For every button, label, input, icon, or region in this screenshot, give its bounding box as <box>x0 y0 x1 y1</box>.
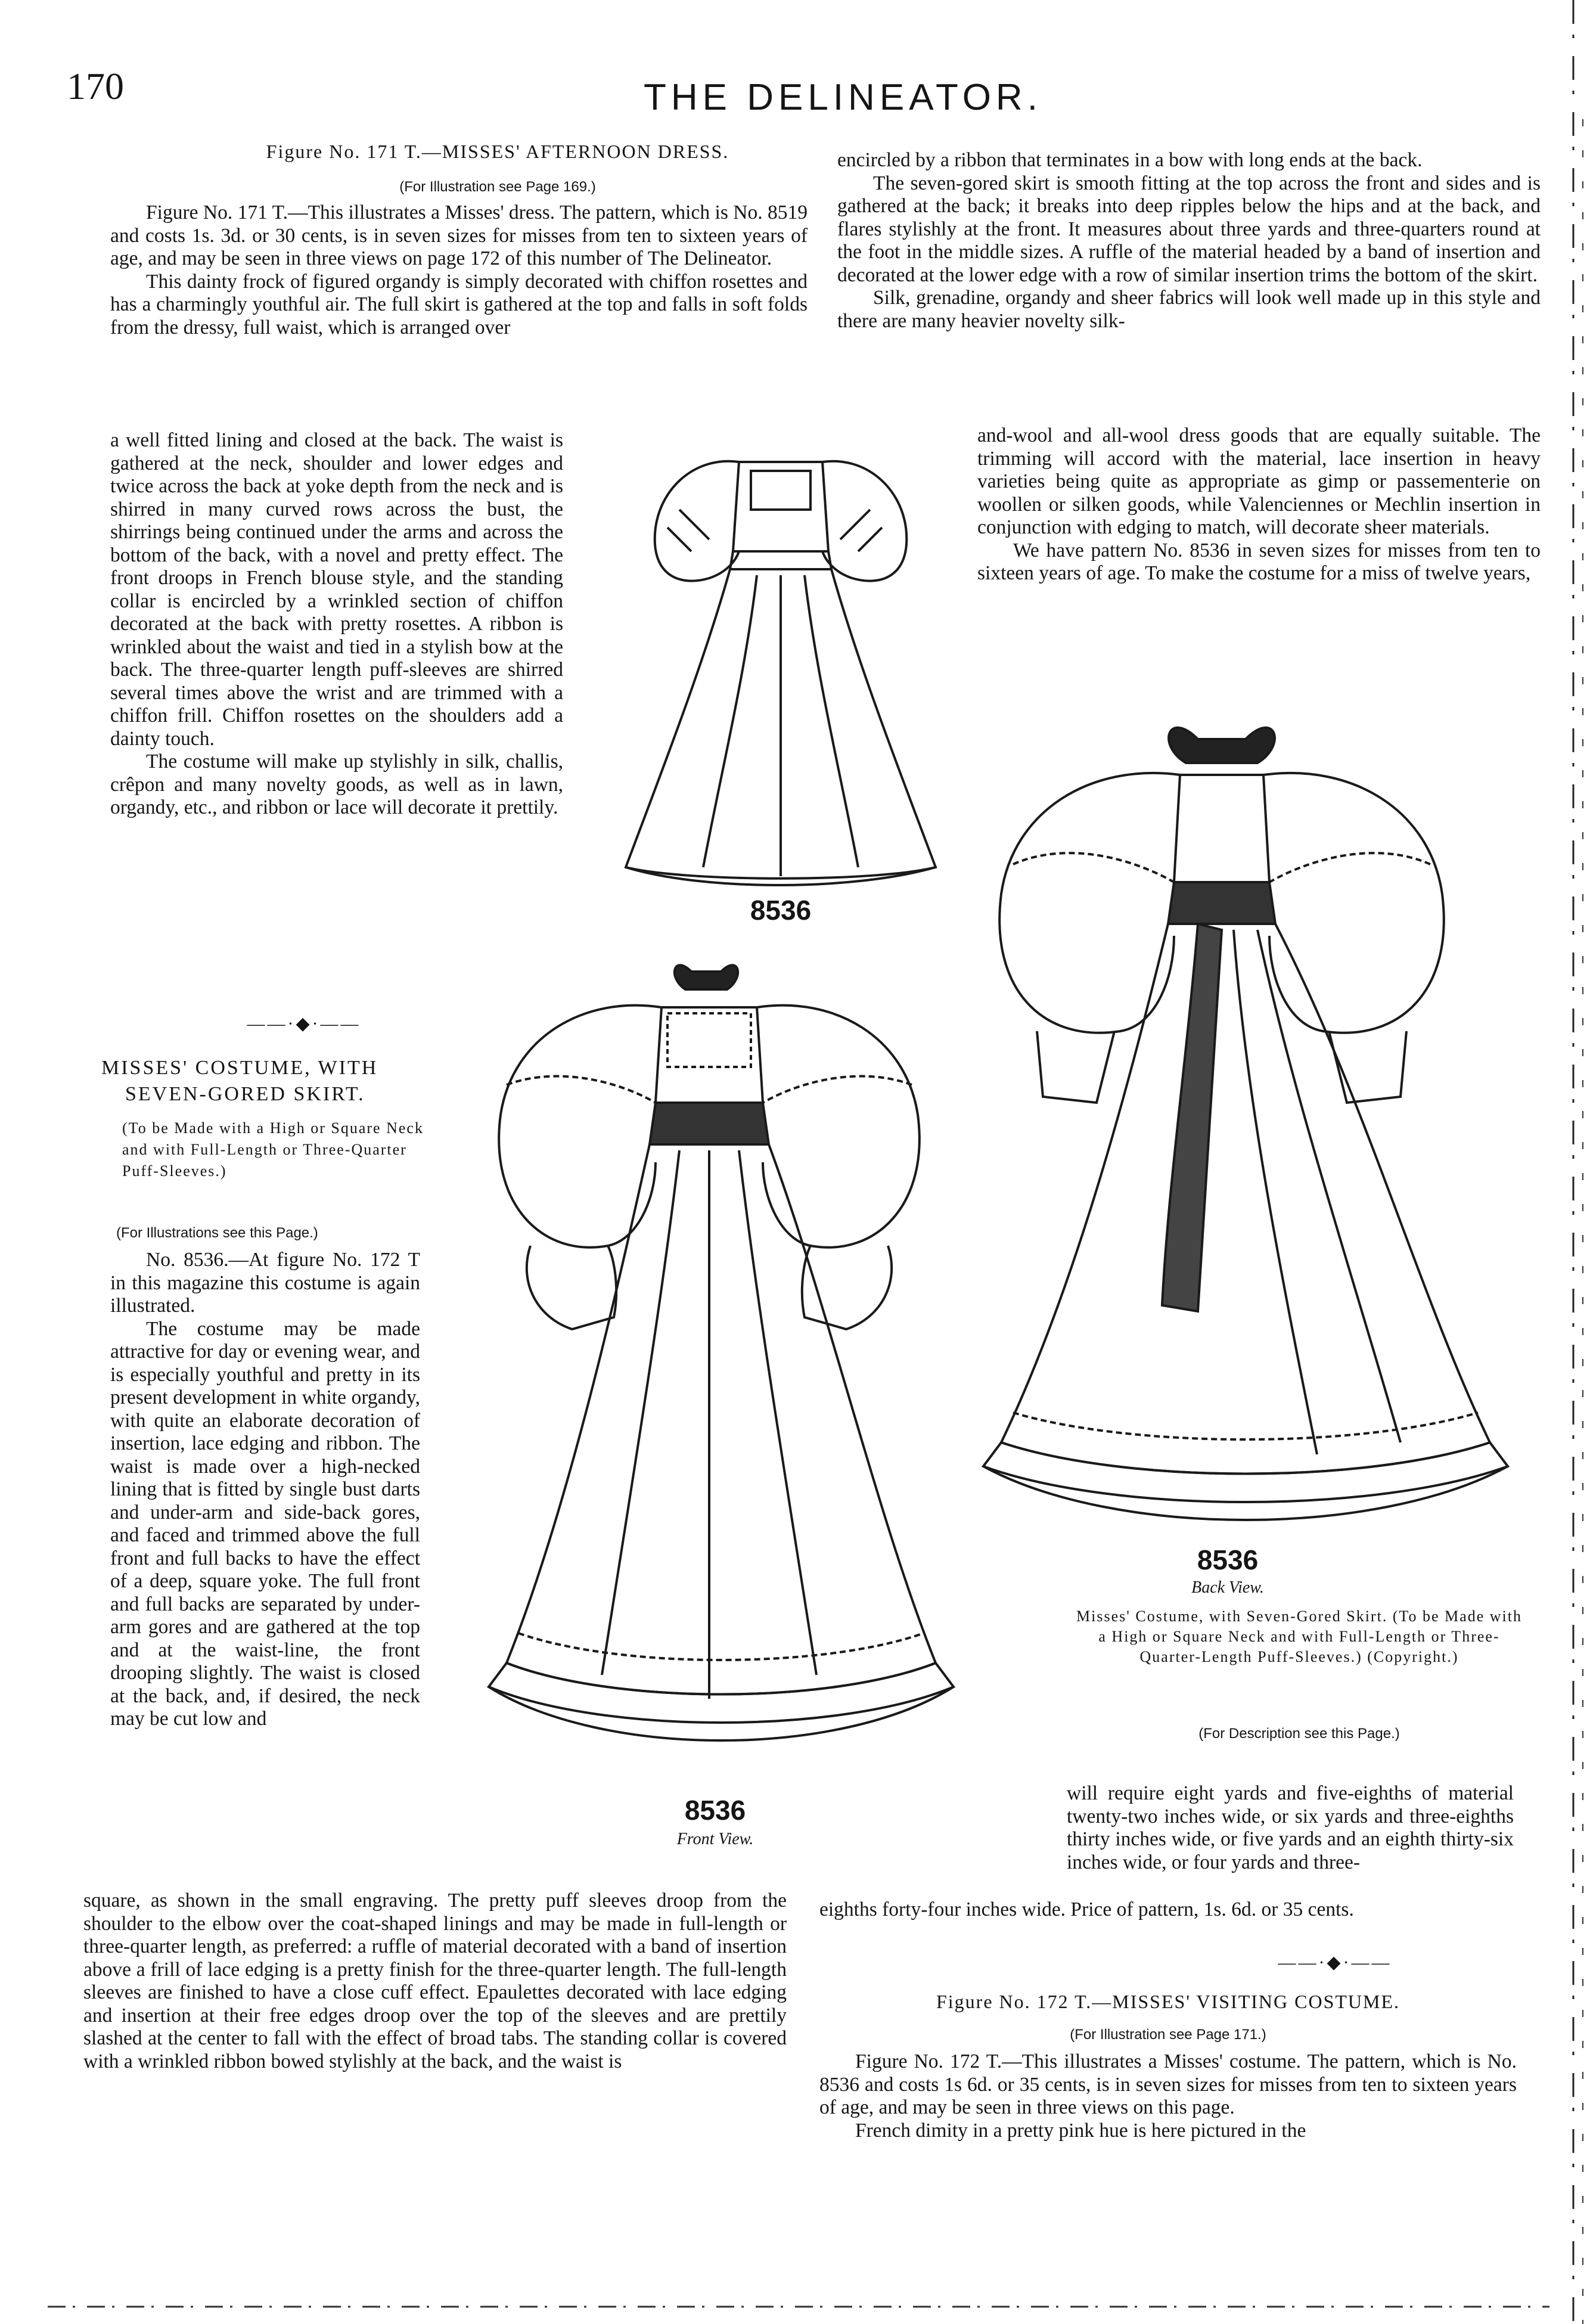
right-column-lower-wide <box>819 1898 1517 1922</box>
costume-paragraph-1: No. 8536.—At figure No. 172 T in this magazine this costume is again illustrated. <box>110 1249 420 1317</box>
back-view-illustration <box>948 709 1544 1556</box>
back-view-label: Back View. <box>1191 1578 1264 1597</box>
right-paragraph-1: encircled by a ribbon that terminates in a bow with long ends at the back. <box>837 149 1423 171</box>
fig172-heading: Figure No. 172 T.—MISSES' VISITING COSTUME. <box>936 1991 1400 2012</box>
right-column-lower <box>1067 1782 1514 1874</box>
fig171-paragraph-2b: a well fitted lining and closed at the back. The waist is gathered at the neck, shoulder and lower edges and twice across the back at yoke depth from the neck and is shirred in many curved rows across the bust, the shirrings being continued under the arms and across the bottom of the back, with a novel and pretty effect. The front droops in French blouse style, and the standing collar is encircled by a wrinkled section of chiffon decorated at the back with pretty rosettes. A ribbon is wrinkled about the waist and tied in a stylish bow at the back. The three-quarter length puff-sleeves are shirred several times above the wrist and are trimmed with a chiffon frill. Chiffon rosettes on the shoulders add a dainty touch. <box>110 429 563 750</box>
costume-wide-text <box>83 1889 787 2073</box>
fig171-paragraph-3: The costume will make up stylishly in silk, challis, crêpon and many novelty goods, as well as in lawn, organdy, etc., and ribbon or lace will decorate it prettily. <box>110 750 563 818</box>
costume-paragraph-2: The costume may be made attractive for day or evening wear, and is especially youthful and pretty in its present development in white organdy, with quite an elaborate decoration of insertion, lace edging and ribbon. The waist is made over a high-necked lining that is fitted by single bust darts and under-arm and side-back gores, and faced and trimmed above the full front and full backs to have the effect of a deep, square yoke. The full front and full backs are separated by under-arm gores and are gathered at the top and at the waist-line, the front drooping slightly. The waist is closed at the back, and, if desired, the neck may be cut low and <box>110 1317 420 1730</box>
costume-subheading: (To be Made with a High or Square Neck and with Full-Length or Three-Quarter Puff-Sleeves.) <box>122 1119 424 1180</box>
fig171-paragraph-2a: This dainty frock of figured organdy is simply decorated with chiffon rosettes and has a charmingly youthful air. The full skirt is gathered at the top and falls in soft folds from the dressy, full waist, which is arranged over <box>110 270 808 339</box>
fig172-ref: (For Illustration see Page 171.) <box>1070 2027 1266 2043</box>
costume-heading-line1: MISSES' COSTUME, WITH <box>101 1057 378 1079</box>
illustration-caption-ref: (For Description see this Page.) <box>1198 1726 1400 1742</box>
page-number: 170 <box>67 65 124 107</box>
right-column-narrow <box>977 424 1541 585</box>
small-pattern-number: 8536 <box>750 895 812 926</box>
fig171-narrow-text <box>110 429 563 820</box>
right-column-top <box>837 149 1541 333</box>
front-view-illustration <box>465 948 977 1800</box>
scan-edge <box>1555 0 1590 2324</box>
right-paragraph-5b: eighths forty-four inches wide. Price of pattern, 1s. 6d. or 35 cents. <box>819 1898 1354 1920</box>
fig171-heading: Figure No. 171 T.—MISSES' AFTERNOON DRESS. <box>266 141 729 162</box>
fig171-paragraph-1: Figure No. 171 T.—This illustrates a Misses' dress. The pattern, which is No. 8519 and costs 1s. 3d. or 30 cents, is in seven sizes for misses from ten to sixteen years of age, and may be seen in three views on page 172 of this number of The Delineator. <box>110 201 808 269</box>
costume-heading-line2: SEVEN-GORED SKIRT. <box>125 1083 365 1105</box>
fig172-paragraph-1: Figure No. 172 T.—This illustrates a Misses' costume. The pattern, which is No. 8536 and costs 1s 6d. or 35 cents, is in seven sizes for misses from ten to sixteen years of age, and may be seen in three views on this page. <box>819 2050 1517 2118</box>
costume-paragraph-2-continued: square, as shown in the small engraving. The pretty puff sleeves droop from the shoulder to the elbow over the coat-shaped linings and may be made in full-length or three-quarter length, as preferred: a ruffle of material decorated with a band of insertion above a frill of lace edging is a pretty finish for the three-quarter length. The full-length sleeves are finished to have a close cuff effect. Epaulettes decorated with lace edging and insertion at their free edges droop over the top of the sleeves and are prettily slashed at the center to fall with the effect of broad tabs. The standing collar is covered with a wrinkled ribbon bowed stylishly at the back, and the waist is <box>83 1889 787 2072</box>
costume-heading <box>101 1055 435 1107</box>
small-dress-illustration <box>614 438 948 903</box>
running-title: THE DELINEATOR. <box>644 77 1042 118</box>
back-pattern-number: 8536 <box>1197 1544 1259 1575</box>
fig172-paragraph-2: French dimity in a pretty pink hue is here pictured in the <box>855 2119 1306 2142</box>
front-view-label: Front View. <box>676 1830 754 1848</box>
front-pattern-number: 8536 <box>684 1795 746 1826</box>
ornament-divider-right: ——·◆·—— <box>1278 1953 1392 1972</box>
fig172-text <box>819 2050 1517 2142</box>
costume-narrow-text <box>110 1249 420 1731</box>
fig171-intro <box>110 201 808 339</box>
right-paragraph-2: The seven-gored skirt is smooth fitting at the top across the front and sides and is gathered at the back; it breaks into deep ripples below the hips and at the back, and flares stylishly at the front. It measures about three yards and three-quarters round at the foot in the middle sizes. A ruffle of the material headed by a band of insertion and decorated at the lower edge with a row of similar insertion trims the bottom of the skirt. <box>837 172 1541 286</box>
scan-bottom-edge <box>0 2295 1555 2319</box>
right-paragraph-3b: and-wool and all-wool dress goods that are equally suitable. The trimming will accord with the material, lace insertion in heavy varieties being quite as appropriate as gimp or passementerie on woollen or silken goods, while Valenciennes or Mechlin insertion in conjunction with edging to match, will decorate sheer materials. <box>977 424 1541 538</box>
right-paragraph-4: We have pattern No. 8536 in seven sizes for misses from ten to sixteen years of age. To make the costume for a miss of twelve years, <box>977 539 1541 584</box>
costume-ref: (For Illustrations see this Page.) <box>116 1225 318 1241</box>
right-paragraph-3a: Silk, grenadine, organdy and sheer fabrics will look well made up in this style and there are many heavier novelty silk- <box>837 287 1541 332</box>
right-paragraph-5: will require eight yards and five-eighths of material twenty-two inches wide, or six yards and three-eighths thirty inches wide, or five yards and an eighth thirty-six inches wide, or four yards and three- <box>1067 1782 1514 1873</box>
fig171-ref: (For Illustration see Page 169.) <box>399 179 596 195</box>
illustration-caption: Misses' Costume, with Seven-Gored Skirt. (To be Made with a High or Square Neck and with Full-Length or Three-Quarter-Length Puff-Sleeves.) (Copyright.) <box>1076 1608 1523 1665</box>
ornament-divider-left: ——·◆·—— <box>247 1014 361 1034</box>
